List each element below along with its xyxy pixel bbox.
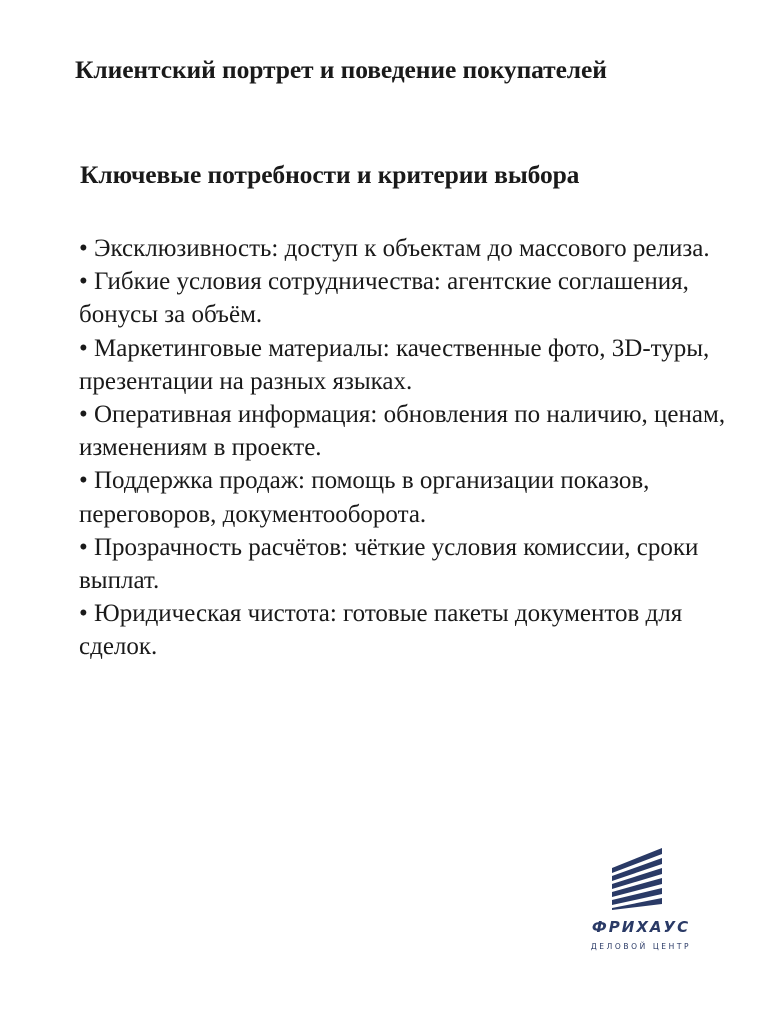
- building-stripes-icon: [610, 846, 664, 910]
- list-item: • Гибкие условия сотрудничества: агентские соглашения, бонусы за объём.: [79, 268, 689, 329]
- logo-subtitle: ДЕЛОВОЙ ЦЕНТР: [590, 942, 692, 951]
- section-heading: Ключевые потребности и критерии выбора: [80, 160, 580, 189]
- list-item: • Поддержка продаж: помощь в организации показов, переговоров, документооборота.: [79, 467, 650, 528]
- page-title: Клиентский портрет и поведение покупателей: [75, 55, 607, 84]
- company-logo: [566, 846, 716, 956]
- list-item: • Прозрачность расчётов: чёткие условия комиссии, сроки выплат.: [79, 533, 699, 595]
- criteria-list: [79, 232, 739, 664]
- list-item: • Юридическая чистота: готовые пакеты документов для сделок.: [79, 600, 683, 661]
- list-item: • Эксклюзивность: доступ к объектам до массового релиза.: [79, 235, 710, 262]
- logo-name: ФРИХАУС: [591, 918, 691, 936]
- list-item: • Маркетинговые материалы: качественные фото, 3D-туры, презентации на разных языках.: [79, 334, 710, 395]
- list-item: • Оперативная информация: обновления по наличию, ценам, изменениям в проекте.: [79, 401, 726, 462]
